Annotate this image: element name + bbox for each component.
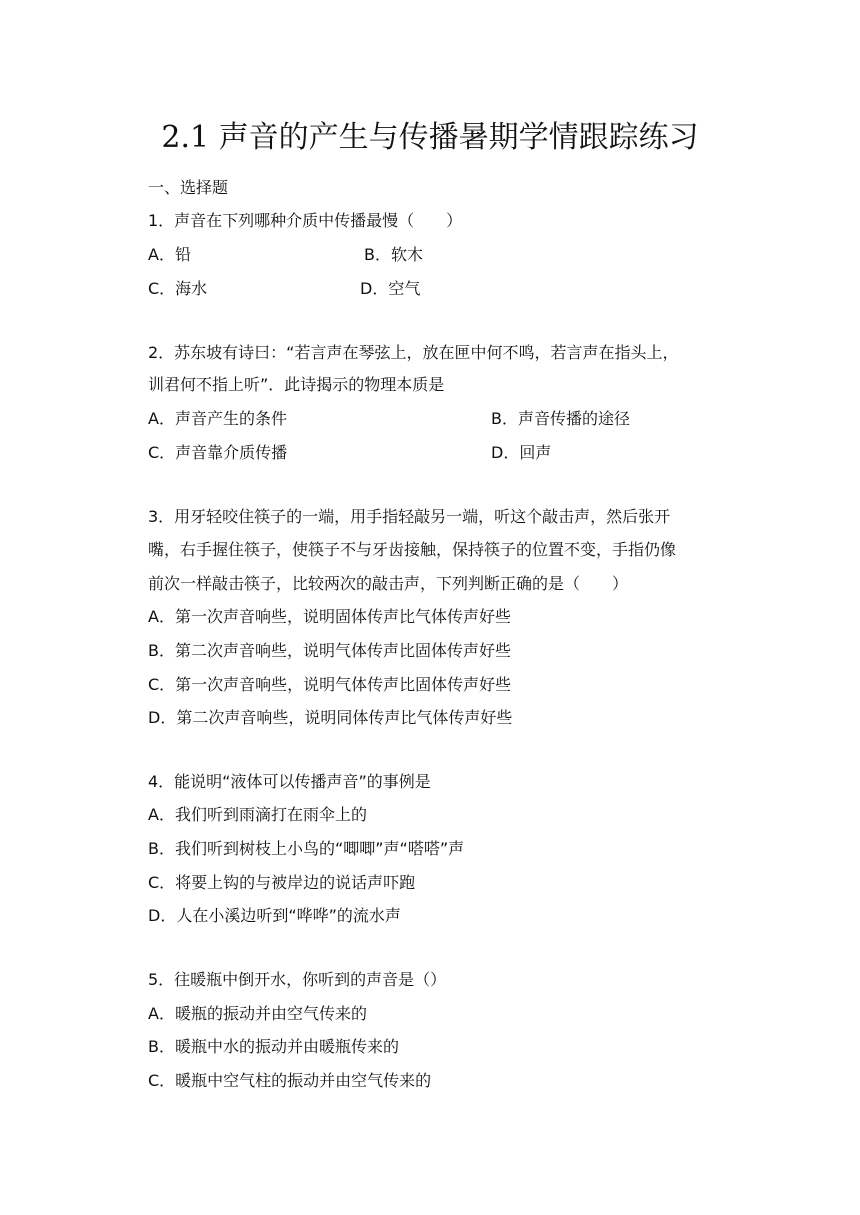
question-3-stem-line-3: 前次一样敲击筷子，比较两次的敲击声，下列判断正确的是（ ） xyxy=(148,574,629,593)
question-2-option-a: A．声音产生的条件 xyxy=(148,409,287,428)
question-1-option-c: C．海水 xyxy=(148,279,208,298)
question-1-option-d: D．空气 xyxy=(360,279,421,298)
question-3-option-a: A．第一次声音响些，说明固体传声比气体传声好些 xyxy=(148,607,511,626)
question-1-option-a: A．铅 xyxy=(148,245,191,264)
question-2-option-c: C．声音靠介质传播 xyxy=(148,443,288,462)
question-5-option-a: A．暖瓶的振动并由空气传来的 xyxy=(148,1004,367,1023)
question-3-option-b: B．第二次声音响些，说明气体传声比固体传声好些 xyxy=(148,641,511,660)
question-4-option-c: C．将要上钩的与被岸边的说话声吓跑 xyxy=(148,873,416,892)
document-title: 2.1 声音的产生与传播暑期学情跟踪练习 xyxy=(161,120,699,155)
question-2-option-b: B．声音传播的途径 xyxy=(491,409,630,428)
question-5-stem: 5．往暖瓶中倒开水，你听到的声音是（） xyxy=(148,970,447,989)
question-3-option-c: C．第一次声音响些，说明气体传声比固体传声好些 xyxy=(148,675,512,694)
question-5-option-b: B．暖瓶中水的振动并由暖瓶传来的 xyxy=(148,1037,399,1056)
question-5-option-c: C．暖瓶中空气柱的振动并由空气传来的 xyxy=(148,1071,432,1090)
question-4-stem: 4．能说明“液体可以传播声音”的事例是 xyxy=(148,772,431,791)
question-3-stem-line-2: 嘴，右手握住筷子，使筷子不与牙齿接触，保持筷子的位置不变，手指仍像 xyxy=(148,540,677,559)
question-4-option-a: A．我们听到雨滴打在雨伞上的 xyxy=(148,805,367,824)
question-3-option-d: D．第二次声音响些，说明同体传声比气体传声好些 xyxy=(148,708,513,727)
question-1-option-b: B．软木 xyxy=(364,245,423,264)
question-4-option-b: B．我们听到树枝上小鸟的“唧唧”声“嗒嗒”声 xyxy=(148,839,465,858)
question-2-stem-line-2: 训君何不指上听”．此诗揭示的物理本质是 xyxy=(148,375,445,394)
question-2-option-d: D．回声 xyxy=(491,443,552,462)
section-heading: 一、选择题 xyxy=(148,178,229,197)
question-2-stem-line-1: 2．苏东坡有诗曰：“若言声在琴弦上，放在匣中何不鸣，若言声在指头上， xyxy=(148,343,679,362)
question-1-stem: 1．声音在下列哪种介质中传播最慢（ ） xyxy=(148,211,463,230)
question-4-option-d: D．人在小溪边听到“哗哗”的流水声 xyxy=(148,906,401,925)
question-3-stem-line-1: 3．用牙轻咬住筷子的一端，用手指轻敲另一端，听这个敲击声，然后张开 xyxy=(148,507,671,526)
